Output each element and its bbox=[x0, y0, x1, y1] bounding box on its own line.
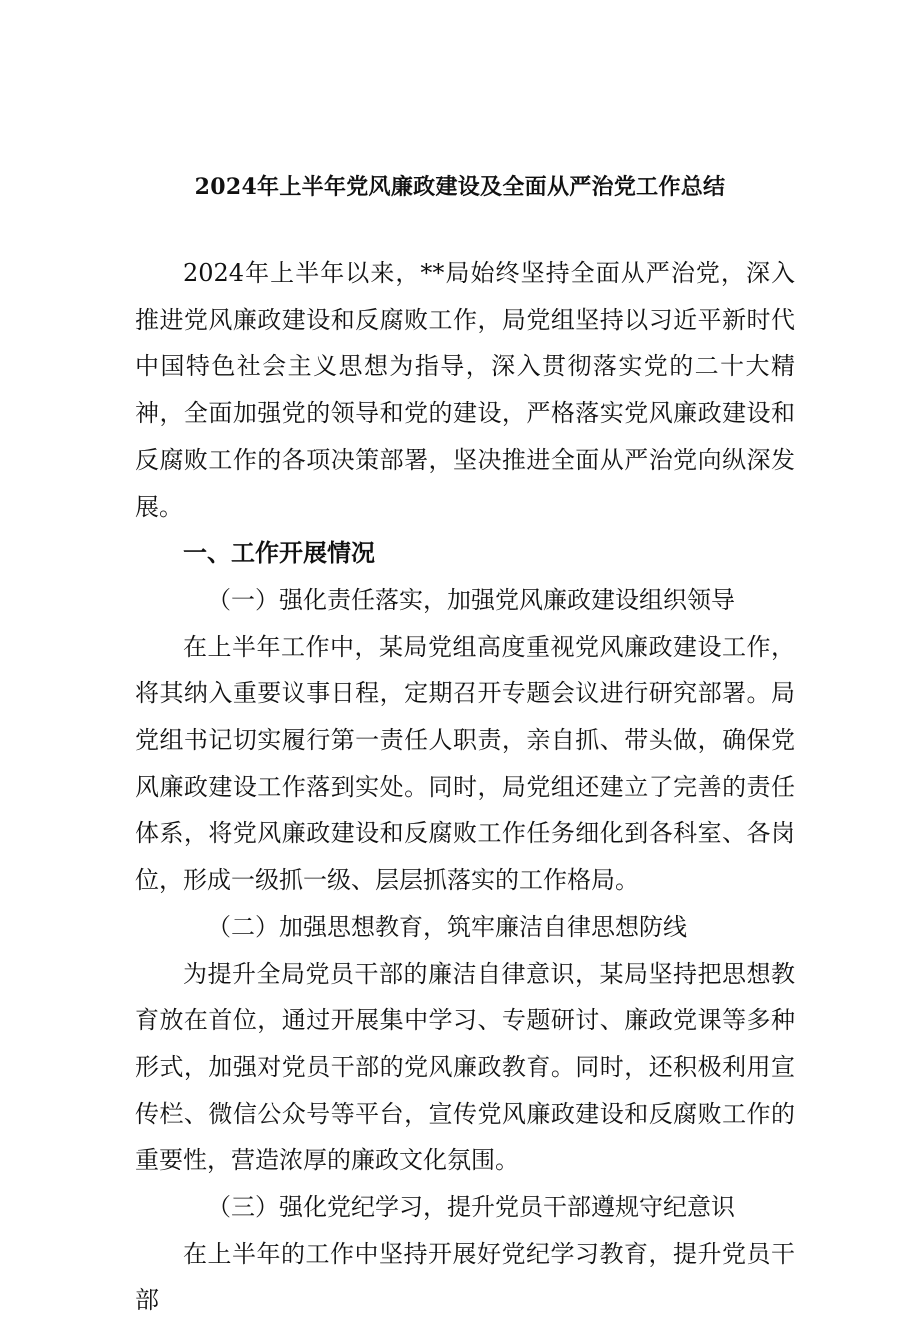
section-heading-1: 一、工作开展情况 bbox=[183, 538, 375, 568]
subsection-paragraph-1: 在上半年工作中，某局党组高度重视党风廉政建设工作，将其纳入重要议事日程，定期召开专题会议进行研究部署。局党组书记切实履行第一责任人职责，亲自抓、带头做，确保党风廉政建设工作落到实处。同时，局党组还建立了完善的责任体系，将党风廉政建设和反腐败工作任务细化到各科室、各岗位，形成一级抓一级、层层抓落实的工作格局。 bbox=[135, 632, 795, 895]
subsection-heading-1: （一）强化责任落实，加强党风廉政建设组织领导 bbox=[207, 585, 735, 614]
intro-paragraph: 2024年上半年以来，**局始终坚持全面从严治党，深入推进党风廉政建设和反腐败工作，局党组坚持以习近平新时代中国特色社会主义思想为指导，深入贯彻落实党的二十大精神，全面加强党的领导和党的建设，严格落实党风廉政建设和反腐败工作的各项决策部署，坚决推进全面从严治党向纵深发展。 bbox=[135, 259, 795, 521]
document-title: 2024年上半年党风廉政建设及全面从严治党工作总结 bbox=[194, 174, 726, 200]
subsection-heading-3: （三）强化党纪学习，提升党员干部遵规守纪意识 bbox=[207, 1193, 735, 1222]
subsection-paragraph-3: 在上半年的工作中坚持开展好党纪学习教育，提升党员干部 bbox=[135, 1239, 795, 1315]
subsection-paragraph-2: 为提升全局党员干部的廉洁自律意识，某局坚持把思想教育放在首位，通过开展集中学习、专题研讨、廉政党课等多种形式，加强对党员干部的党风廉政教育。同时，还积极利用宣传栏、微信公众号等平台，宣传党风廉政建设和反腐败工作的重要性，营造浓厚的廉政文化氛围。 bbox=[135, 959, 795, 1175]
document-body bbox=[135, 250, 795, 1324]
subsection-heading-2: （二）加强思想教育，筑牢廉洁自律思想防线 bbox=[207, 912, 687, 941]
